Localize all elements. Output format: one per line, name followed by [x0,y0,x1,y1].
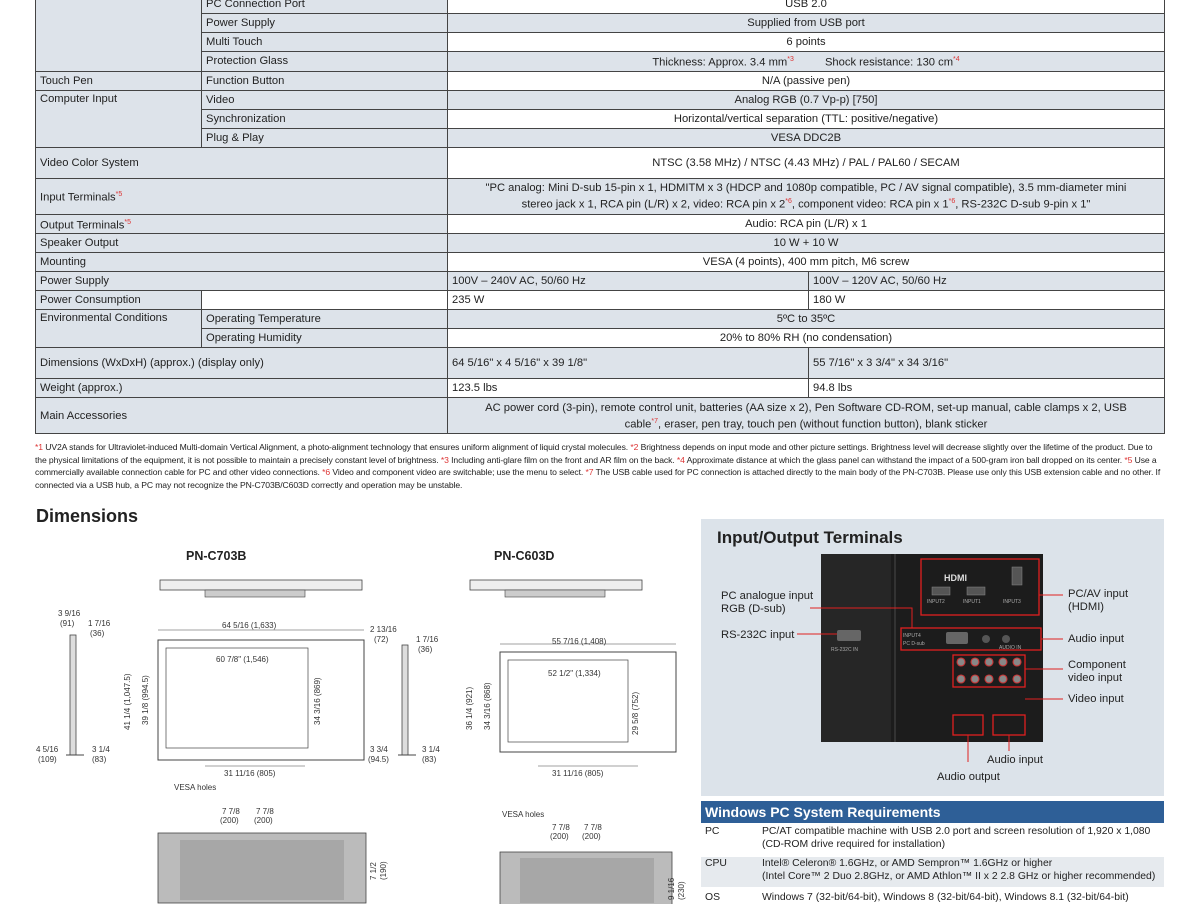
dim-label: 60 7/8" (1,546) [216,655,269,664]
port-label: INPUT4 [903,633,921,639]
dim-label: (83) [422,755,437,764]
req-key: PC [705,826,720,837]
io-terminals-panel [701,519,1164,796]
spec-subcategory: Operating Temperature [202,310,448,329]
req-value: Windows 7 (32-bit/64-bit), Windows 8 (32-bit/64-bit), Windows 8.1 (32-bit/64-bit) [762,892,1129,903]
spec-category: Power Consumption [36,291,202,310]
table-row [36,310,1165,329]
dim-label: 7 7/8 [584,823,602,832]
spec-category: Main Accessories [36,398,448,434]
spec-value: 20% to 80% RH (no condensation) [448,329,1165,348]
spec-value: Supplied from USB port [448,14,1165,33]
dim-label: 34 3/16 (868) [483,682,492,730]
table-row [36,33,1165,52]
port-label: INPUT3 [1003,599,1021,605]
dim-label: (200) [220,816,239,825]
model-a-front-view [123,621,364,778]
spec-value: N/A (passive pen) [448,71,1165,90]
model-b-back-view [500,810,686,904]
dim-label: 7 7/8 [256,807,274,816]
dim-label: 3 1/4 [422,745,440,754]
label-audio-input-2: Audio input [987,754,1043,766]
dim-label: 1 7/16 [88,619,111,628]
dimensions-title: Dimensions [36,506,139,526]
spec-value: 10 W + 10 W [448,234,1165,253]
dim-label: 7 1/2 [369,862,378,880]
spec-subcategory: Synchronization [202,109,448,128]
table-row [36,398,1165,434]
dim-label: 7 7/8 [222,807,240,816]
req-value: Intel® Celeron® 1.6GHz, or AMD Sempron™ 1.6GHz or higher (Intel Core™ 2 Duo 2.8GHz, or AMD Athlon™ II x 2 2.8 GHz or higher recommended) [762,858,1156,882]
spec-subcategory: Multi Touch [202,33,448,52]
spec-value: 180 W [809,291,1165,310]
model-b-label: PN-C603D [494,549,555,563]
table-row [36,272,1165,291]
table-row [36,214,1165,234]
model-b-side-view [368,625,440,764]
dim-label: 7 7/8 [552,823,570,832]
port-label: RS-232C IN [831,647,858,653]
req-value: PC/AT compatible machine with USB 2.0 port and screen resolution of 1,920 x 1,080 (CD-ROM drive required for installation) [762,826,1151,850]
port-label: INPUT1 [963,599,981,605]
spec-value: Audio: RCA pin (L/R) x 1 [448,214,1165,234]
spec-value: "PC analog: Mini D-sub 15-pin x 1, HDMITM x 3 (HDCP and 1080p compatible, PC / AV signal compatible), 3.5 mm-diameter mini stereo jack x 1, RCA pin (L/R) x 2, video: RCA pin x 2$^{*6}$, component video: RCA pin x 1$^{*6}$, RS-232C D-sub 9-pin x 1" [448,178,1165,214]
dimension-drawings [30,540,686,900]
spec-category [36,0,202,71]
dim-label: (200) [582,832,601,841]
dim-label: 3 1/4 [92,745,110,754]
dim-label: (230) [677,881,686,900]
spec-value: AC power cord (3-pin), remote control unit, batteries (AA size x 2), Pen Software CD-ROM, set-up manual, cable clamps x 2, USB cable$^{*7}$, eraser, pen tray, touch pen (without function button), blank sticker [448,398,1165,434]
table-row [36,234,1165,253]
table-row [36,348,1165,379]
spec-value: 100V – 120V AC, 50/60 Hz [809,272,1165,291]
spec-value: 6 points [448,33,1165,52]
spec-category: Speaker Output [36,234,448,253]
table-row [701,891,1164,903]
table-row [36,128,1165,147]
dim-label: 3 3/4 [370,745,388,754]
spec-subcategory [202,291,448,310]
dim-label: 31 11/16 (805) [224,769,276,778]
dim-label: (94.5) [368,755,389,764]
spec-category: Environmental Conditions [36,310,202,348]
dim-label: 3 9/16 [58,609,81,618]
dim-label: (91) [60,619,75,628]
spec-value: NTSC (3.58 MHz) / NTSC (4.43 MHz) / PAL / PAL60 / SECAM [448,147,1165,178]
dim-label: 1 7/16 [416,635,439,644]
table-row [36,52,1165,72]
dim-label: 2 13/16 [370,625,397,634]
table-row [36,147,1165,178]
table-row [701,857,1164,887]
spec-subcategory: Video [202,90,448,109]
spec-value: 64 5/16" x 4 5/16" x 39 1/8" [448,348,809,379]
spec-value: 123.5 lbs [448,379,809,398]
model-a-back-view [158,783,388,903]
label-audio-output: Audio output [937,771,1000,783]
requirements-title: Windows PC System Requirements [701,801,1164,823]
spec-value: Thickness: Approx. 3.4 $mm^{*3}$ Shock resistance: 130 $cm^{*4}$ [448,52,1165,72]
spec-subcategory: Power Supply [202,14,448,33]
label-component: Component video input [1068,659,1126,684]
table-row [36,329,1165,348]
dim-label: (72) [374,635,389,644]
spec-value: VESA (4 points), 400 mm pitch, M6 screw [448,253,1165,272]
table-row [36,109,1165,128]
spec-category: Video Color System [36,147,448,178]
spec-subcategory: Protection Glass [202,52,448,72]
dim-label: 64 5/16 (1,633) [222,621,277,630]
dim-label: 34 3/16 (869) [313,677,322,725]
dim-label: (200) [254,816,273,825]
spec-category: Power Supply [36,272,448,291]
table-row [36,14,1165,33]
label-pcav: PC/AV input (HDMI) [1068,588,1129,613]
io-terminal-photo [701,519,1164,796]
dim-label: (36) [90,629,105,638]
spec-value: Horizontal/vertical separation (TTL: positive/negative) [448,109,1165,128]
spec-subcategory: PC Connection Port [202,0,448,14]
vesa-label: VESA holes [174,783,217,792]
spec-subcategory: Function Button [202,71,448,90]
spec-value: USB 2.0 [448,0,1165,14]
spec-category: Dimensions (WxDxH) (approx.) (display only) [36,348,448,379]
footnotes: *1 UV2A stands for Ultraviolet-induced Multi-domain Vertical Alignment, a photo-alignment technology that ensures uniform alignment of liquid crystal molecules. *2 Brightness depends on input mode and other picture settings. Brightness level will decrease slightly over the lifetime of the product. Due to the physical limitations of the equipment, it is not possible to maintain a precisely constant level of brightness. *3 Including anti-glare film on the front and AR film on the back. *4 Approximate distance at which the glass panel can withstand the impact of a 500-gram iron ball dropped on its center. *5 Use a commercially available connection cable for PC and other video connections. *6 Video and component video are switchable; use the menu to select. *7 The USB cable used for PC connection is attached directly to the main body of the PN-C703B. Please use only this USB extension cable and no other. If connected via a USB hub, a PC may not recognize the PN-C703B/C603D correctly and operation may be unstable. [35,442,1161,490]
label-rs232: RS-232C input [721,629,795,641]
spec-value: Analog RGB (0.7 Vp-p) [750] [448,90,1165,109]
label-video-input: Video input [1068,693,1124,705]
port-label: INPUT2 [927,599,945,605]
spec-value: 94.8 lbs [809,379,1165,398]
spec-value: VESA DDC2B [448,128,1165,147]
spec-category: Computer Input [36,90,202,147]
dim-label: 29 5/8 (752) [631,691,640,735]
port-label: AUDIO IN [999,645,1022,651]
dim-label: 36 1/4 (921) [465,686,474,730]
dim-label: 4 5/16 [36,745,59,754]
spec-value: 5ºC to 35ºC [448,310,1165,329]
table-row [36,379,1165,398]
dim-label: 41 1/4 (1,047.5) [123,673,132,730]
dim-label: (83) [92,755,107,764]
table-row [36,0,1165,14]
table-row [36,253,1165,272]
io-title: Input/Output Terminals [717,528,903,547]
spec-category: Mounting [36,253,448,272]
table-row [36,90,1165,109]
table-row [36,291,1165,310]
spec-table [35,0,1165,434]
dim-label: (109) [38,755,57,764]
spec-subcategory: Operating Humidity [202,329,448,348]
label-audio-input: Audio input [1068,633,1124,645]
table-row [36,178,1165,214]
req-key: OS [705,892,721,903]
vesa-label: VESA holes [502,810,545,819]
dim-label: 9 1/16 [667,877,676,900]
table-row [36,71,1165,90]
spec-value: 100V – 240V AC, 50/60 Hz [448,272,809,291]
spec-category: Output Terminals$^{*5}$ [36,214,448,234]
model-b-front-view [465,637,676,778]
spec-value: 235 W [448,291,809,310]
dim-label: 55 7/16 (1,408) [552,637,607,646]
dim-label: 52 1/2" (1,334) [548,669,601,678]
dim-label: 31 11/16 (805) [552,769,604,778]
model-a-label: PN-C703B [186,549,247,563]
label-pc-analogue: PC analogue input RGB (D-sub) [721,590,814,615]
table-row [701,825,1164,855]
port-label: PC D-sub [903,641,925,647]
spec-category: Touch Pen [36,71,202,90]
dim-label: (36) [418,645,433,654]
dim-label: 39 1/8 (994.5) [141,675,150,725]
spec-category: Weight (approx.) [36,379,448,398]
model-b-top-view [470,580,642,597]
dim-label: (200) [550,832,569,841]
spec-category: Input Terminals$^{*5}$ [36,178,448,214]
model-a-top-view [160,580,362,597]
hdmi-logo: HDMI [944,573,967,583]
model-a-side-view [36,609,111,764]
spec-subcategory: Plug & Play [202,128,448,147]
dim-label: (190) [379,861,388,880]
spec-value: 55 7/16" x 3 3/4" x 34 3/16" [809,348,1165,379]
req-key: CPU [705,858,727,869]
